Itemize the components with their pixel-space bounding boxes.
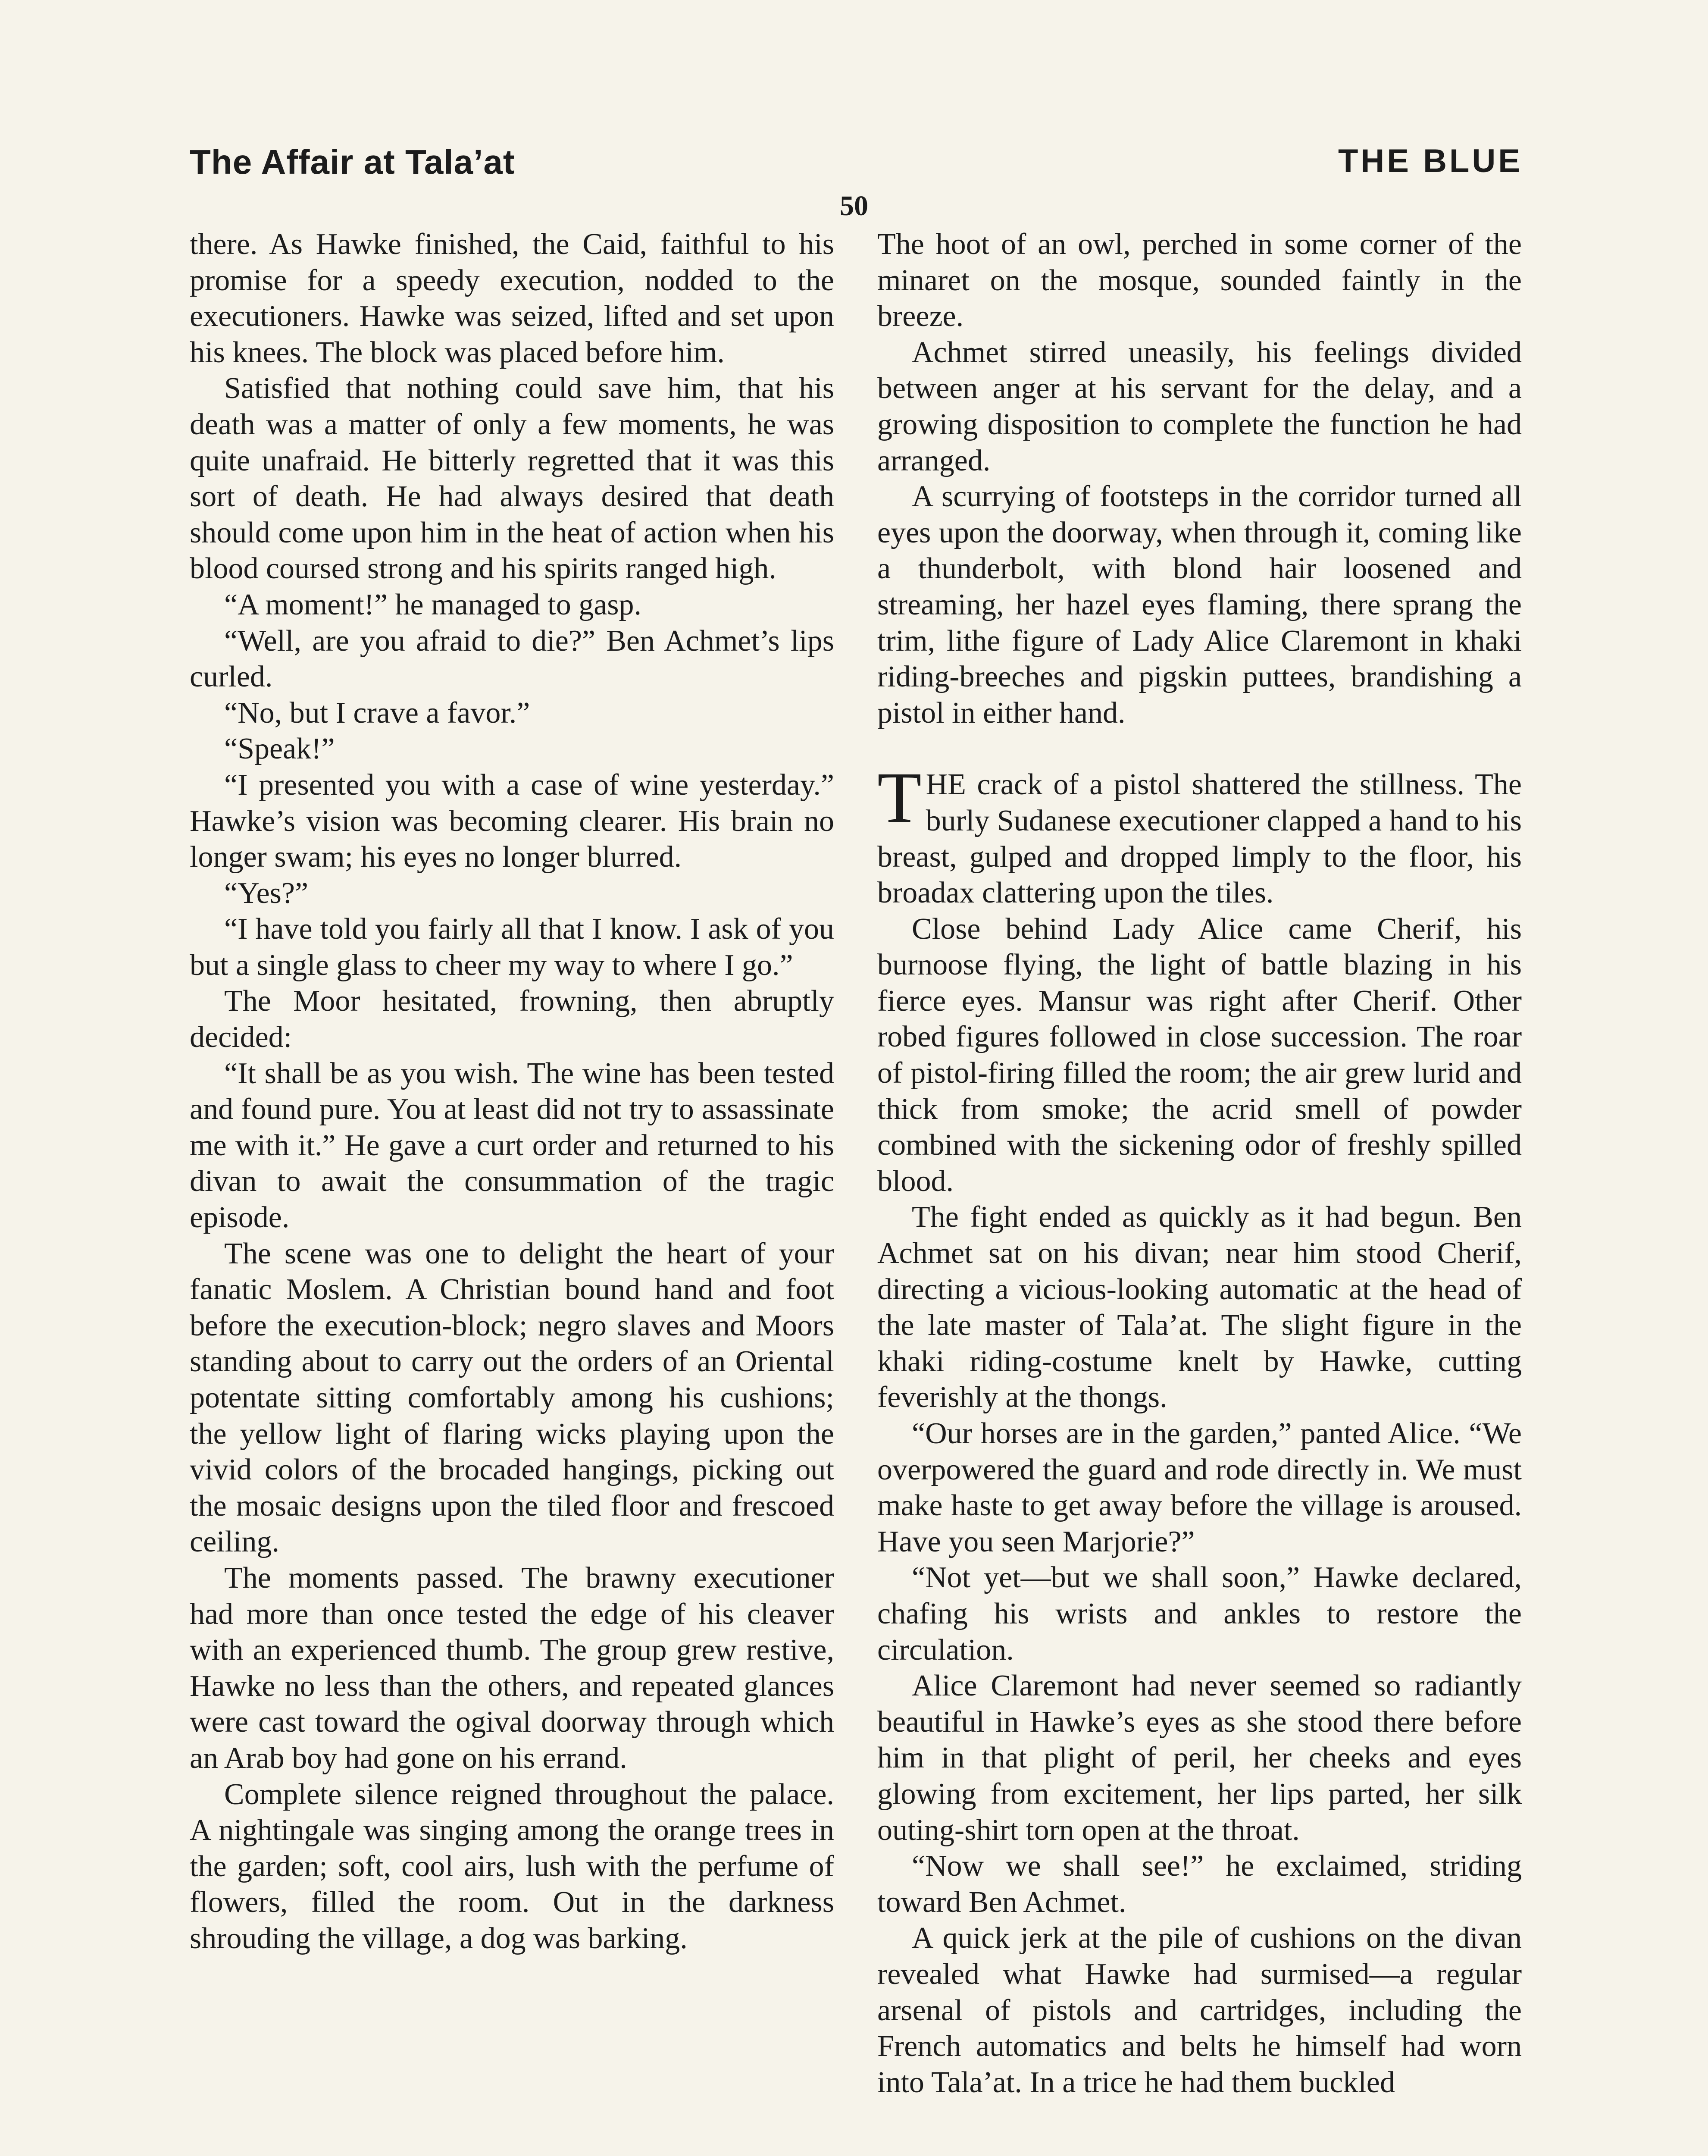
- paragraph: The Moor hesitated, frowning, then abruptly decided:: [190, 984, 834, 1054]
- paragraph: “Now we shall see!” he exclaimed, striding toward Ben Achmet.: [877, 1849, 1522, 1919]
- paragraph: A scurrying of footsteps in the corridor turned all eyes upon the doorway, when through it, coming like a thunderbolt, with blond hair loosened and streaming, her hazel eyes flaming, there sprang the trim, lithe figure of Lady Alice Claremont in khaki riding-breeches and pigskin puttees, brandishing a pistol in either hand.: [877, 480, 1522, 730]
- left-column: [190, 226, 834, 1957]
- paragraph: “Yes?”: [224, 876, 309, 910]
- paragraph: “Speak!”: [224, 732, 335, 766]
- story-title: The Affair at Tala’at: [190, 143, 515, 181]
- paragraph: “Our horses are in the garden,” panted Alice. “We overpowered the guard and rode directly in. We must make haste to get away before the village is aroused. Have you seen Marjorie?”: [877, 1417, 1522, 1558]
- paragraph: The moments passed. The brawny executioner had more than once tested the edge of his cleaver with an experienced thumb. The group grew restive, Hawke no less than the others, and repeated glances were cast toward the ogival doorway through which an Arab boy had gone on his errand.: [190, 1561, 834, 1775]
- section-opening-text: HE crack of a pistol shattered the stillness. The burly Sudanese executioner clapped a hand to his breast, gulped and dropped limply to the floor, his broadax clattering upon the tiles.: [877, 768, 1522, 910]
- paragraph: The scene was one to delight the heart of your fanatic Moslem. A Christian bound hand and foot before the execution-block; negro slaves and Moors standing about to carry out the orders of an Oriental potentate sitting comfortably among his cushions; the yellow light of flaring wicks playing upon the vivid colors of the brocaded hangings, picking out the mosaic designs upon the tiled floor and frescoed ceiling.: [190, 1237, 834, 1559]
- paragraph: Achmet stirred uneasily, his feelings divided between anger at his servant for the delay, and a growing disposition to complete the function he had arranged.: [877, 335, 1522, 477]
- paragraph: Complete silence reigned throughout the palace. A nightingale was singing among the orange trees in the garden; soft, cool airs, lush with the perfume of flowers, filled the room. Out in the darkness shrouding the village, a dog was barking.: [190, 1777, 834, 1955]
- paragraph: “I presented you with a case of wine yesterday.” Hawke’s vision was becoming clearer. His brain no longer swam; his eyes no longer blurred.: [190, 768, 834, 874]
- paragraph: “A moment!” he managed to gasp.: [224, 588, 642, 621]
- magazine-title: THE BLUE: [1338, 143, 1523, 179]
- paragraph: “It shall be as you wish. The wine has been tested and found pure. You at least did not try to assassinate me with it.” He gave a curt order and returned to his divan to await the consummation of the tragic episode.: [190, 1056, 834, 1235]
- paragraph: The hoot of an owl, perched in some corner of the minaret on the mosque, sounded faintly in the breeze.: [877, 228, 1522, 333]
- page-number: 50: [840, 190, 868, 222]
- section-opening-paragraph: [877, 758, 1522, 911]
- paragraph: “Not yet—but we shall soon,” Hawke declared, chafing his wrists and ankles to restore the circulation.: [877, 1561, 1522, 1667]
- paragraph: The fight ended as quickly as it had begun. Ben Achmet sat on his divan; near him stood Cherif, directing a vicious-looking automatic at the head of the late master of Tala’at. The slight figure in the khaki riding-costume knelt by Hawke, cutting feverishly at the thongs.: [877, 1200, 1522, 1414]
- running-head: [190, 142, 1523, 190]
- paragraph: Alice Claremont had never seemed so radiantly beautiful in Hawke’s eyes as she stood there before him in that plight of peril, her cheeks and eyes glowing from excitement, her lips parted, her silk outing-shirt torn open at the throat.: [877, 1669, 1522, 1847]
- right-column: [877, 226, 1522, 2100]
- paragraph: Close behind Lady Alice came Cherif, his burnoose flying, the light of battle blazing in his fierce eyes. Mansur was right after Cherif. Other robed figures followed in close succession. The roar of pistol-firing filled the room; the air grew lurid and thick from smoke; the acrid smell of powder combined with the sickening odor of freshly spilled blood.: [877, 912, 1522, 1198]
- paragraph: “No, but I crave a favor.”: [224, 696, 530, 730]
- paragraph: “I have told you fairly all that I know. I ask of you but a single glass to cheer my way to where I go.”: [190, 912, 834, 982]
- drop-cap: T: [877, 758, 922, 838]
- paragraph: A quick jerk at the pile of cushions on the divan revealed what Hawke had surmised—a regular arsenal of pistols and cartridges, including the French automatics and belts he himself had worn into Tala’at. In a trice he had them buckled: [877, 1921, 1522, 2099]
- paragraph: “Well, are you afraid to die?” Ben Achmet’s lips curled.: [190, 624, 834, 694]
- paragraph: Satisfied that nothing could save him, that his death was a matter of only a few moments, he was quite unafraid. He bitterly regretted that it was this sort of death. He had always desired that death should come upon him in the heat of action when his blood coursed strong and his spirits ranged high.: [190, 372, 834, 586]
- paragraph: there. As Hawke finished, the Caid, faithful to his promise for a speedy execution, nodded to the executioners. Hawke was seized, lifted and set upon his knees. The block was placed before him.: [190, 228, 834, 369]
